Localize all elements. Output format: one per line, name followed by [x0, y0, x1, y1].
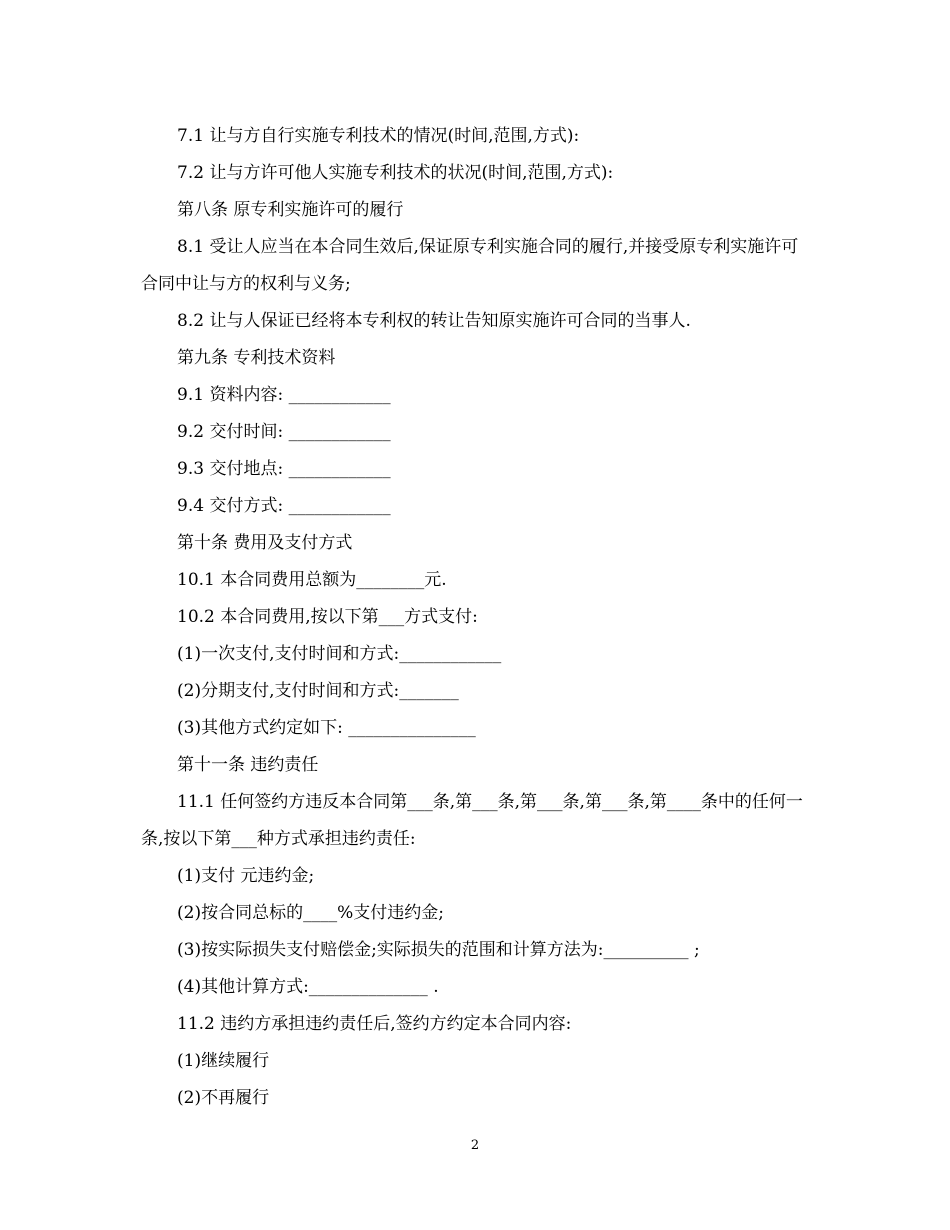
- clause-7-1: 7.1 让与方自行实施专利技术的情况(时间,范围,方式):: [177, 126, 580, 146]
- clause-10-2: 10.2 本合同费用,按以下第___方式支付:: [177, 607, 478, 627]
- payment-option-1: (1)一次支付,支付时间和方式:____________: [177, 644, 502, 664]
- page-number: 2: [470, 1138, 480, 1153]
- clause-9-3: 9.3 交付地点: ____________: [177, 459, 391, 479]
- clause-10-1: 10.1 本合同费用总额为________元.: [177, 570, 447, 590]
- article-8-heading: 第八条 原专利实施许可的履行: [177, 200, 404, 220]
- article-10-heading: 第十条 费用及支付方式: [177, 533, 353, 553]
- liability-option-1: (1)支付 元违约金;: [177, 866, 315, 886]
- performance-option-2: (2)不再履行: [177, 1088, 270, 1108]
- payment-option-2: (2)分期支付,支付时间和方式:_______: [177, 681, 459, 701]
- liability-option-4: (4)其他计算方式:______________ .: [177, 977, 439, 997]
- clause-7-2: 7.2 让与方许可他人实施专利技术的状况(时间,范围,方式):: [177, 163, 614, 183]
- clause-11-1: 11.1 任何签约方违反本合同第___条,第___条,第___条,第___条,第____条中的任何一条,按以下第___种方式承担违约责任:: [141, 792, 803, 849]
- liability-option-2: (2)按合同总标的____%支付违约金;: [177, 903, 444, 923]
- clause-9-1: 9.1 资料内容: ____________: [177, 385, 391, 405]
- clause-11-2: 11.2 违约方承担违约责任后,签约方约定本合同内容:: [177, 1014, 572, 1034]
- clause-9-2: 9.2 交付时间: ____________: [177, 422, 391, 442]
- performance-option-1: (1)继续履行: [177, 1051, 270, 1071]
- clause-8-1: 8.1 受让人应当在本合同生效后,保证原专利实施合同的履行,并接受原专利实施许可合同中让与方的权利与义务;: [141, 237, 799, 294]
- article-9-heading: 第九条 专利技术资料: [177, 348, 336, 368]
- clause-8-2: 8.2 让与人保证已经将本专利权的转让告知原实施许可合同的当事人.: [177, 311, 691, 331]
- payment-option-3: (3)其他方式约定如下: _______________: [177, 718, 476, 738]
- clause-9-4: 9.4 交付方式: ____________: [177, 496, 391, 516]
- article-11-heading: 第十一条 违约责任: [177, 755, 319, 775]
- document-body: [141, 118, 811, 1117]
- liability-option-3: (3)按实际损失支付赔偿金;实际损失的范围和计算方法为:__________ ;: [177, 940, 700, 960]
